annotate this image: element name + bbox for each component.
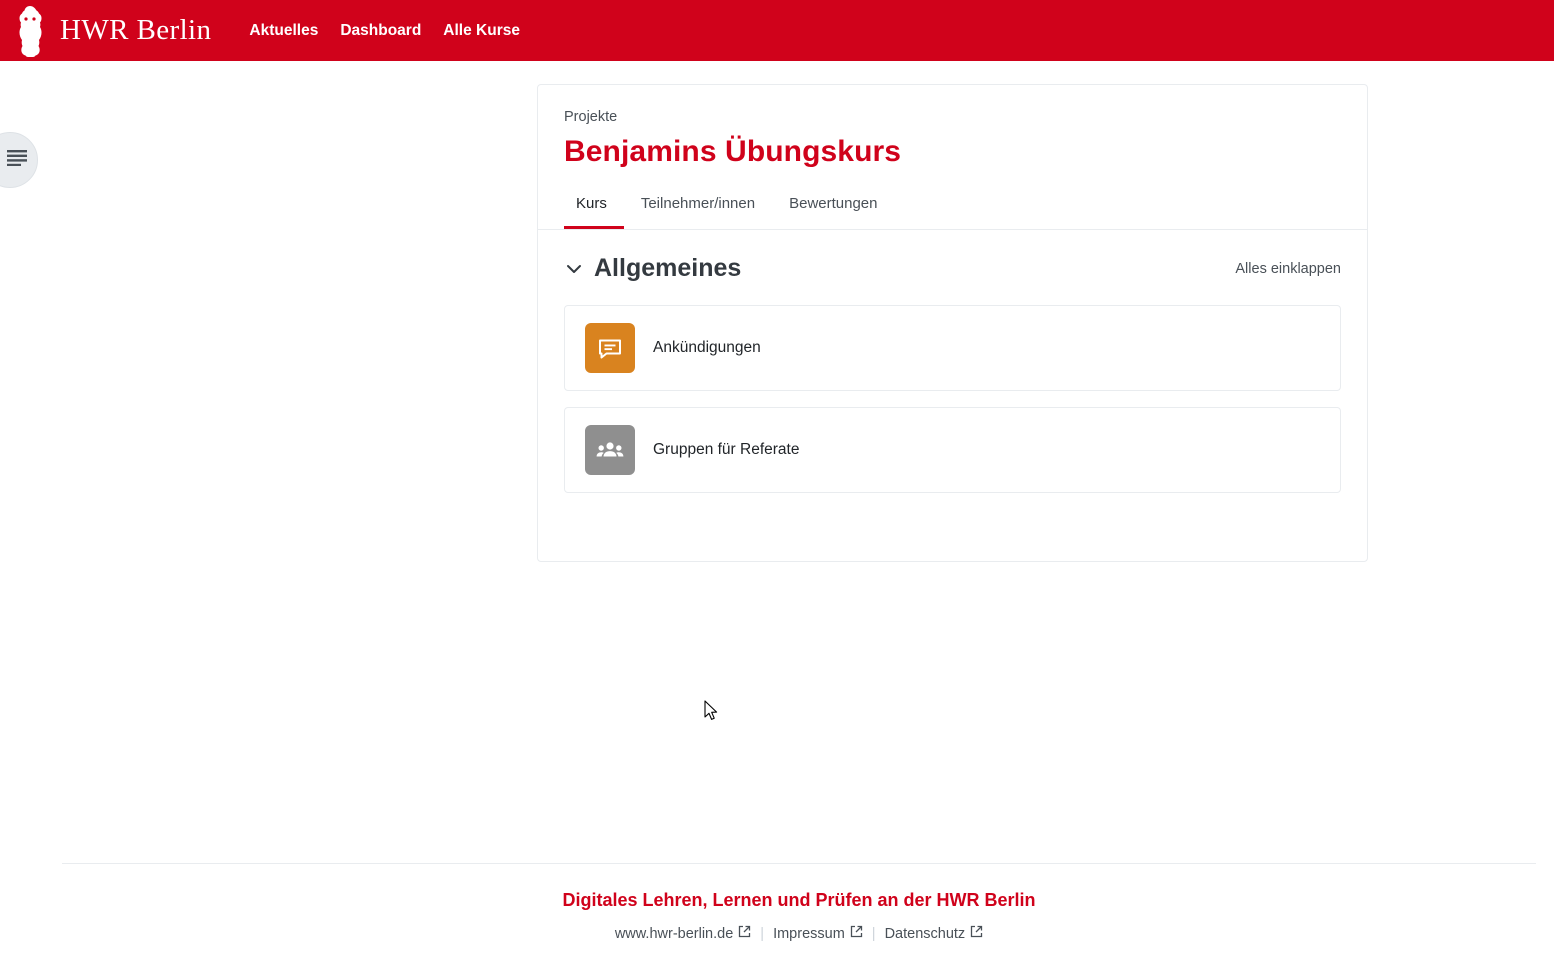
- tab-bewertungen[interactable]: Bewertungen: [789, 195, 878, 212]
- footer-link-datenschutz[interactable]: [885, 925, 984, 942]
- primary-nav: [249, 22, 520, 40]
- footer-links: [62, 925, 1536, 942]
- bear-logo-icon: [10, 5, 50, 57]
- nav-link-dashboard[interactable]: Dashboard: [340, 21, 422, 39]
- forum-announcement-icon: [585, 323, 635, 373]
- course-card: [537, 84, 1368, 562]
- nav-link-aktuelles[interactable]: Aktuelles: [249, 21, 319, 39]
- activity-name[interactable]: Gruppen für Referate: [653, 441, 800, 458]
- list-menu-icon: [0, 150, 27, 171]
- footer-link-impressum[interactable]: [773, 925, 863, 942]
- collapse-all-link[interactable]: Alles einklappen: [1235, 260, 1341, 277]
- external-link-icon: [850, 925, 863, 942]
- footer-separator: |: [871, 925, 876, 942]
- footer-link-label: Datenschutz: [884, 925, 966, 942]
- brand-name: HWR Berlin: [60, 14, 212, 46]
- activity-item-gruppen-fuer-referate[interactable]: [564, 407, 1341, 493]
- section-header: [564, 254, 1341, 283]
- drawer-toggle-button[interactable]: [0, 132, 38, 188]
- section-title: Allgemeines: [594, 254, 742, 282]
- course-card-header: [538, 85, 1367, 230]
- page-footer: [62, 863, 1536, 942]
- footer-separator: |: [760, 925, 765, 942]
- breadcrumb[interactable]: Projekte: [564, 109, 618, 125]
- chevron-down-icon[interactable]: [564, 259, 584, 279]
- brand[interactable]: [10, 5, 237, 57]
- external-link-icon: [738, 925, 751, 942]
- course-tabs: [538, 185, 1367, 230]
- mouse-cursor: [704, 700, 718, 727]
- tab-teilnehmer[interactable]: Teilnehmer/innen: [640, 195, 756, 212]
- section-title-row[interactable]: [564, 254, 741, 283]
- top-navbar: [0, 0, 1554, 61]
- group-choice-icon: [585, 425, 635, 475]
- activity-item-ankuendigungen[interactable]: [564, 305, 1341, 391]
- tab-kurs[interactable]: Kurs: [564, 185, 624, 229]
- activity-name[interactable]: Ankündigungen: [653, 339, 761, 356]
- footer-link-website[interactable]: [615, 925, 751, 942]
- page-body: [0, 61, 1554, 958]
- footer-link-label: www.hwr-berlin.de: [614, 925, 734, 942]
- footer-title: Digitales Lehren, Lernen und Prüfen an der HWR Berlin: [562, 890, 1036, 910]
- section-allgemeines: [538, 230, 1367, 561]
- external-link-icon: [970, 925, 983, 942]
- footer-link-label: Impressum: [773, 925, 845, 942]
- page-title: Benjamins Übungskurs: [564, 135, 902, 168]
- nav-link-alle-kurse[interactable]: Alle Kurse: [443, 21, 520, 39]
